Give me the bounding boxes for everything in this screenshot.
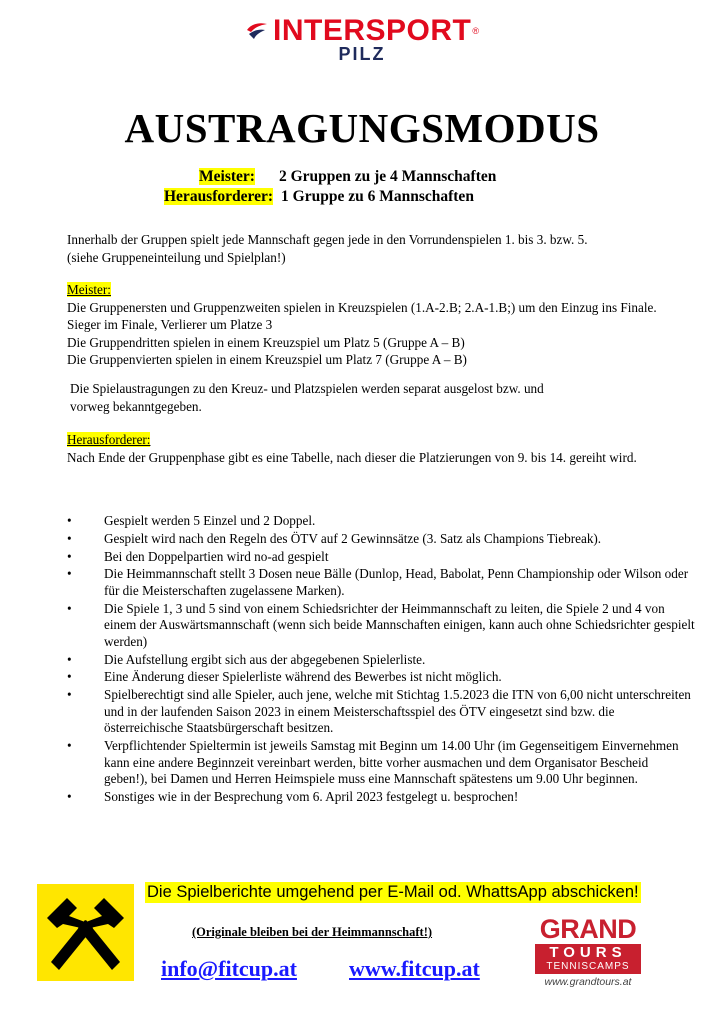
herausforderer-text: Nach Ende der Gruppenphase gibt es eine Tabelle, nach dieser die Platzierungen von 9. bis 14. gereiht wird. [67,449,637,465]
intro-line: (siehe Gruppeneinteilung und Spielplan!) [67,249,286,265]
intro-line: Innerhalb der Gruppen spielt jede Mannschaft gegen jede in den Vorrundenspielen 1. bis 3. bzw. 5. [67,232,588,247]
list-item: • Gespielt werden 5 Einzel und 2 Doppel. [67,513,695,530]
registered-mark: ® [472,26,479,36]
originals-note: (Originale bleiben bei der Heimmannschaft!) [192,925,433,939]
intersport-swoosh-icon [245,21,269,41]
grandtours-tours: TOURS [549,944,627,961]
list-item: • Verpflichtender Spieltermin ist jeweils Samstag mit Beginn um 14.00 Uhr (im Gegenseitigem Einvernehmen kann eine andere Beginnzeit vereinbart werden, bitte vorher ausmachen und dem Organisator Bescheid geben!), bei Damen und Herren Heimspiele muss eine Mannschaft spätestens um 9.00 Uhr beginnen. [67,738,695,788]
mode-label-herausforderer: Herausforderer: [164,188,274,205]
report-banner: Die Spielberichte umgehend per E-Mail od. WhattsApp abschicken! [147,883,639,901]
list-item: • Spielberechtigt sind alle Spieler, auch jene, welche mit Stichtag 1.5.2023 die ITN von 6,00 nicht unterschreiten und in der laufenden Saison 2023 in einem Meisterschaftsspiel des ÖTV eingesetzt sind bzw. die österreichische Staatsbürgerschaft besitzen. [67,687,695,737]
meister-line: Die Gruppenvierten spielen in einem Kreuzspiel um Platz 7 (Gruppe A – B) [67,352,467,368]
list-item: • Die Aufstellung ergibt sich aus der abgegebenen Spielerliste. [67,652,695,669]
intro-paragraph [67,231,687,266]
grandtours-wordmark: GRAND [539,914,637,944]
note-line: vorweg bekanntgegeben. [70,398,202,414]
meister-line: Die Gruppendritten spielen in einem Kreuzspiel um Platz 5 (Gruppe A – B) [67,334,465,350]
rules-list [67,513,695,807]
grandtours-banner [535,944,641,974]
raiffeisen-logo-icon [37,884,134,981]
email-link[interactable]: info@fitcup.at [161,956,297,981]
meister-heading: Meister: [67,282,111,297]
grandtours-url: www.grandtours.at [544,976,632,988]
meister-section [67,281,687,369]
intersport-logo [0,14,724,65]
mode-label-meister: Meister: [199,168,255,185]
brand-subname: PILZ [338,44,386,64]
list-item: • Bei den Doppelpartien wird no-ad gespielt [67,549,695,566]
list-item: • Eine Änderung dieser Spielerliste während des Bewerbes ist nicht möglich. [67,669,695,686]
grandtours-logo [533,915,643,988]
draw-note [70,380,690,415]
website-link[interactable]: www.fitcup.at [349,956,480,981]
mode-desc-meister: 2 Gruppen zu je 4 Mannschaften [278,168,497,185]
list-item: • Sonstiges wie in der Besprechung vom 6. April 2023 festgelegt u. besprochen! [67,789,695,806]
list-item: • Gespielt wird nach den Regeln des ÖTV auf 2 Gewinnsätze (3. Satz als Champions Tiebreak). [67,531,695,548]
mode-desc-herausforderer: 1 Gruppe zu 6 Mannschaften [281,188,474,205]
note-line: Die Spielaustragungen zu den Kreuz- und Platzspielen werden separat ausgelost bzw. und [70,381,544,396]
herausforderer-section [67,431,687,466]
herausforderer-heading: Herausforderer: [67,432,151,447]
brand-name: INTERSPORT [273,14,472,47]
mode-line-herausforderer [164,188,474,206]
meister-line: Die Gruppenersten und Gruppenzweiten spielen in Kreuzspielen (1.A-2.B; 2.A-1.B;) um den Einzug ins Finale. Sieger im Finale, Verlierer um Platze 3 [67,299,657,333]
page-title: AUSTRAGUNGSMODUS [124,105,600,151]
grandtours-camps: TENNISCAMPS [546,961,630,972]
mode-line-meister [199,168,496,186]
list-item: • Die Spiele 1, 3 und 5 sind von einem Schiedsrichter der Heimmannschaft zu leiten, die Spiele 2 und 4 von einem der Auswärtsmannschaft (wenn sich beide Mannschaften einigen, kann auch ohne Schiedsrichter gespielt werden) [67,601,695,651]
list-item: • Die Heimmannschaft stellt 3 Dosen neue Bälle (Dunlop, Head, Babolat, Penn Championship oder Wilson oder für die Meisterschaften zugelassene Marken). [67,566,695,599]
